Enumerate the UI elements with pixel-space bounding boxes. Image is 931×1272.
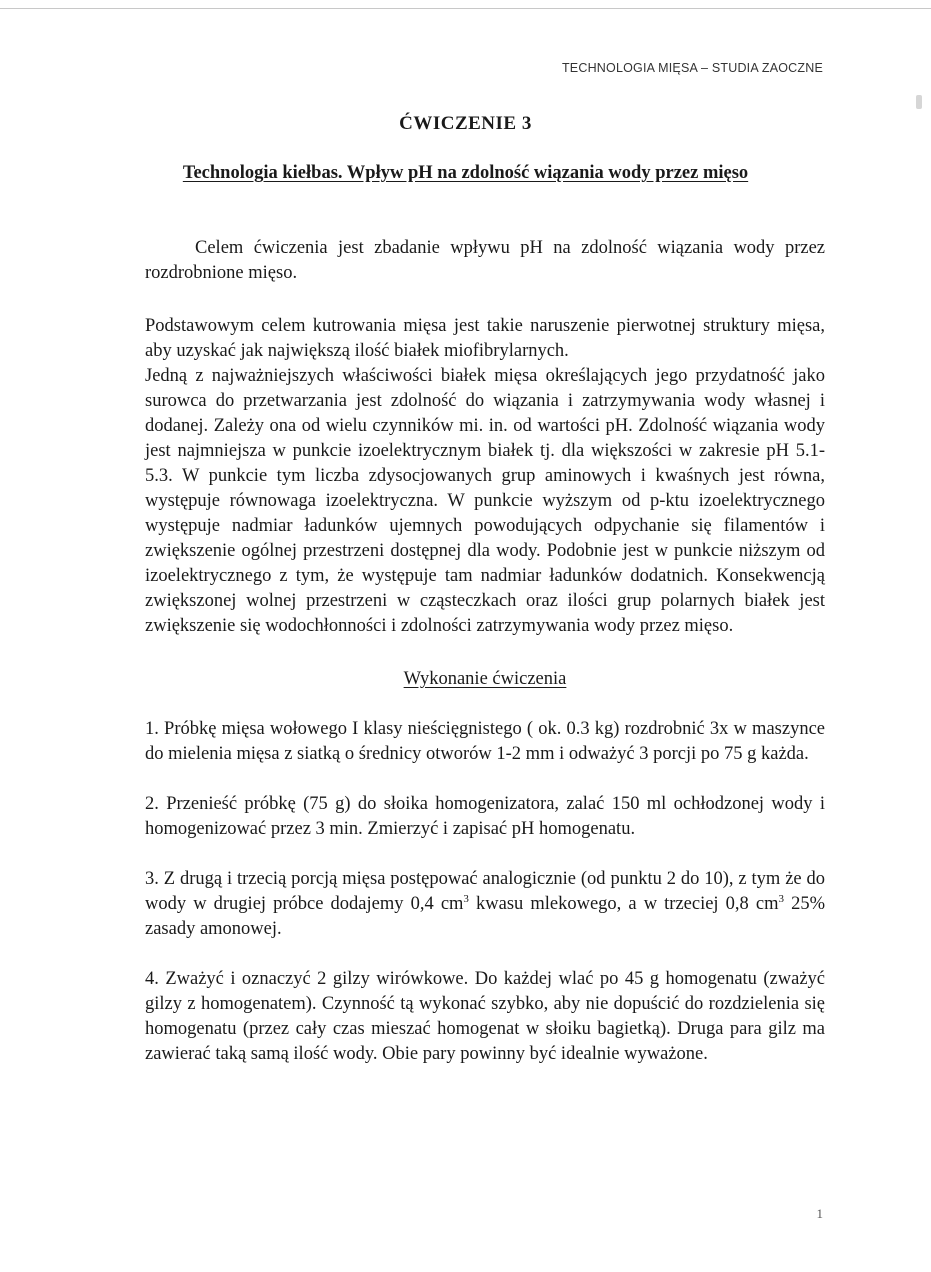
step-1: 1. Próbkę mięsa wołowego I klasy nieścięgnistego ( ok. 0.3 kg) rozdrobnić 3x w maszynce do mielenia mięsa z siatką o średnicy otworów 1-2 mm i odważyć 3 porcji po 75 g każda. bbox=[145, 719, 825, 764]
document-body bbox=[145, 236, 825, 1067]
step-4: 4. Zważyć i oznaczyć 2 gilzy wirówkowe. Do każdej wlać po 45 g homogenatu (zważyć gilzy z homogenatem). Czynność tą wykonać szybko, aby nie dopuścić do rozdzielenia się homogenatu (przez cały czas mieszać homogenat w słoiku bagietką). Druga para gilz ma zawierać taką samą ilość wody. Obie pary powinny być idealnie wyważone. bbox=[145, 969, 825, 1064]
intro-paragraph: Celem ćwiczenia jest zbadanie wpływu pH na zdolność wiązania wody przez rozdrobnione mięso. bbox=[145, 238, 825, 283]
page-subtitle: Technologia kiełbas. Wpływ pH na zdolność wiązania wody przez mięso bbox=[182, 163, 749, 183]
body-paragraph-1: Podstawowym celem kutrowania mięsa jest takie naruszenie pierwotnej struktury mięsa, aby uzyskać jak największą ilość białek miofibrylarnych. bbox=[145, 316, 825, 361]
step-3-text-c: 25% zasady amonowej. bbox=[145, 894, 825, 939]
body-paragraph-2: Jedną z najważniejszych właściwości białek mięsa określających jego przydatność jako surowca do przetwarzania jest zdolność do wiązania i zatrzymywania wody własnej i dodanej. Zależy ona od wielu czynników mi. in. od wartości pH. Zdolność wiązania wody jest najmniejsza w punkcie izoelektrycznym białek tj. dla większości w zakresie pH 5.1-5.3. W punkcie tym liczba zdysocjowanych grup aminowych i kwaśnych jest równa, występuje równowaga izoelektryczna. W punkcie wyższym od p-ktu izoelektrycznego występuje nadmiar ładunków ujemnych powodujących odpychanie się filamentów i zwiększenie ogólnej przestrzeni dostępnej dla wody. Podobnie jest w punkcie niższym od izoelektrycznego z tym, że występuje tam nadmiar ładunków dodatnich. Konsekwencją zwiększonej wolnej przestrzeni w cząsteczkach oraz ilości grup polarnych białek jest zwiększenie się wodochłonności i zdolności zatrzymywania wody przez mięso. bbox=[145, 366, 825, 636]
step-2: 2. Przenieść próbkę (75 g) do słoika homogenizatora, zalać 150 ml ochłodzonej wody i homogenizować przez 3 min. Zmierzyć i zapisać pH homogenatu. bbox=[145, 794, 825, 839]
scan-border-line bbox=[0, 8, 931, 9]
scan-artifact bbox=[916, 95, 922, 109]
page-number: 1 bbox=[816, 1206, 823, 1221]
step-3 bbox=[145, 867, 825, 942]
section-heading: Wykonanie ćwiczenia bbox=[403, 669, 567, 689]
running-header: TECHNOLOGIA MIĘSA – STUDIA ZAOCZNE bbox=[561, 61, 823, 75]
page-title: ĆWICZENIE 3 bbox=[399, 113, 532, 134]
step-3-text-b: kwasu mlekowego, a w trzeciej 0,8 cm bbox=[468, 894, 779, 914]
superscript-cubic-1: 3 bbox=[463, 893, 469, 905]
step-3-text-a: 3. Z drugą i trzecią porcją mięsa postępować analogicznie (od punktu 2 do 10), z tym że do wody w drugiej próbce dodajemy 0,4 cm bbox=[145, 869, 825, 914]
superscript-cubic-2: 3 bbox=[778, 893, 784, 905]
